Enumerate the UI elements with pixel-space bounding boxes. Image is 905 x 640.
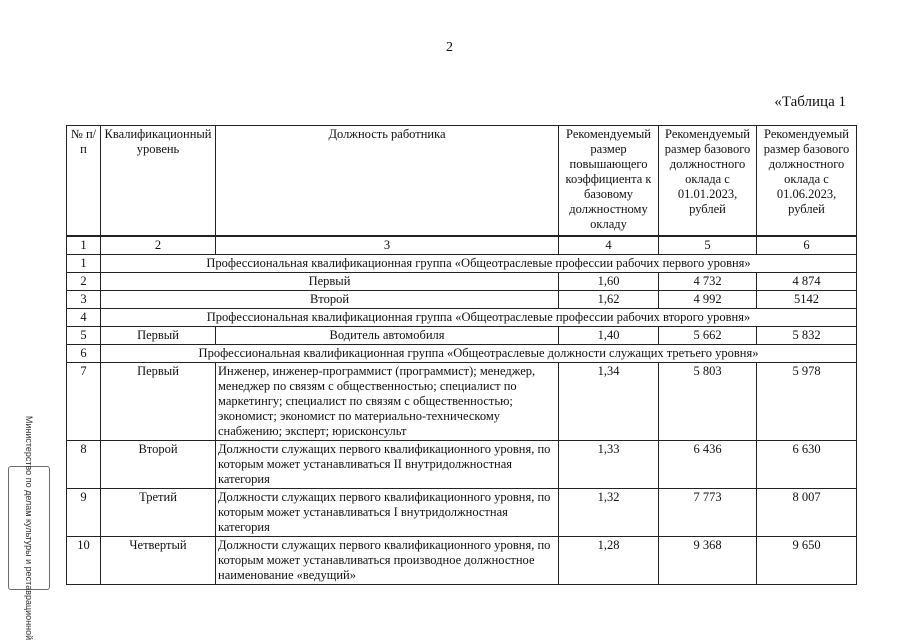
salary-jun-cell: 5 978 [757,363,857,441]
salary-jan-cell: 6 436 [659,441,757,489]
column-number: 6 [757,236,857,255]
row-number: 3 [67,291,101,309]
row-number: 6 [67,345,101,363]
coefficient-cell: 1,62 [559,291,659,309]
header-position: Должность работника [216,126,559,237]
salary-jun-cell: 8 007 [757,489,857,537]
salary-jan-cell: 5 662 [659,327,757,345]
header-level: Квалификационный уровень [101,126,216,237]
column-number: 5 [659,236,757,255]
salary-jun-cell: 5142 [757,291,857,309]
row-number: 9 [67,489,101,537]
header-coefficient: Рекомендуемый размер повышающего коэффициента к базовому должностному окладу [559,126,659,237]
header-salary-jun: Рекомендуемый размер базового должностного оклада с 01.06.2023, рублей [757,126,857,237]
row-number: 10 [67,537,101,585]
coefficient-cell: 1,40 [559,327,659,345]
level-cell: Второй [101,441,216,489]
row-number: 4 [67,309,101,327]
group-row [67,309,857,327]
column-number: 4 [559,236,659,255]
salary-jan-cell: 9 368 [659,537,757,585]
position-cell: Должности служащих первого квалификационного уровня, по которым может устанавливаться II внутридолжностная категория [216,441,559,489]
position-cell: Второй [101,291,559,309]
position-cell: Должности служащих первого квалификационного уровня, по которым может устанавливаться производное должностное наименование «ведущий» [216,537,559,585]
column-numbers-row [67,236,857,255]
column-number: 3 [216,236,559,255]
position-cell: Инженер, инженер-программист (программист); менеджер, менеджер по связям с общественностью; специалист по маркетингу; специалист по связям с общественностью; экономист; экономист по материально-техническому снабжению; эксперт; юрисконсульт [216,363,559,441]
table-label: «Таблица 1 [774,94,846,110]
position-cell: Водитель автомобиля [216,327,559,345]
stamp-text: Министерство по делам культуры и реставрационной [24,415,34,640]
coefficient-cell: 1,33 [559,441,659,489]
header-salary-jan: Рекомендуемый размер базового должностного оклада с 01.01.2023, рублей [659,126,757,237]
salary-jun-cell: 5 832 [757,327,857,345]
table-row [67,441,857,489]
column-number: 1 [67,236,101,255]
row-number: 2 [67,273,101,291]
salary-jun-cell: 6 630 [757,441,857,489]
level-cell: Четвертый [101,537,216,585]
salary-table [66,125,857,585]
salary-jun-cell: 4 874 [757,273,857,291]
level-cell: Первый [101,363,216,441]
row-number: 5 [67,327,101,345]
table-row [67,489,857,537]
header-row [67,126,857,237]
level-cell: Первый [101,327,216,345]
row-number: 8 [67,441,101,489]
ministry-stamp [8,415,50,640]
coefficient-cell: 1,60 [559,273,659,291]
page-number: 2 [446,40,453,55]
row-number: 7 [67,363,101,441]
group-title: Профессиональная квалификационная группа «Общеотраслевые профессии рабочих второго уровня» [101,309,857,327]
coefficient-cell: 1,32 [559,489,659,537]
level-cell: Третий [101,489,216,537]
group-row [67,255,857,273]
table-row [67,363,857,441]
salary-jan-cell: 7 773 [659,489,757,537]
table-row [67,291,857,309]
column-number: 2 [101,236,216,255]
table-row [67,327,857,345]
group-row [67,345,857,363]
row-number: 1 [67,255,101,273]
table-row [67,537,857,585]
coefficient-cell: 1,28 [559,537,659,585]
salary-jan-cell: 4 732 [659,273,757,291]
group-title: Профессиональная квалификационная группа «Общеотраслевые должности служащих третьего уровня» [101,345,857,363]
position-cell: Первый [101,273,559,291]
position-cell: Должности служащих первого квалификационного уровня, по которым может устанавливаться I внутридолжностная категория [216,489,559,537]
header-num: № п/п [67,126,101,237]
coefficient-cell: 1,34 [559,363,659,441]
salary-jun-cell: 9 650 [757,537,857,585]
salary-jan-cell: 4 992 [659,291,757,309]
group-title: Профессиональная квалификационная группа «Общеотраслевые профессии рабочих первого уровня» [101,255,857,273]
table-row [67,273,857,291]
salary-jan-cell: 5 803 [659,363,757,441]
